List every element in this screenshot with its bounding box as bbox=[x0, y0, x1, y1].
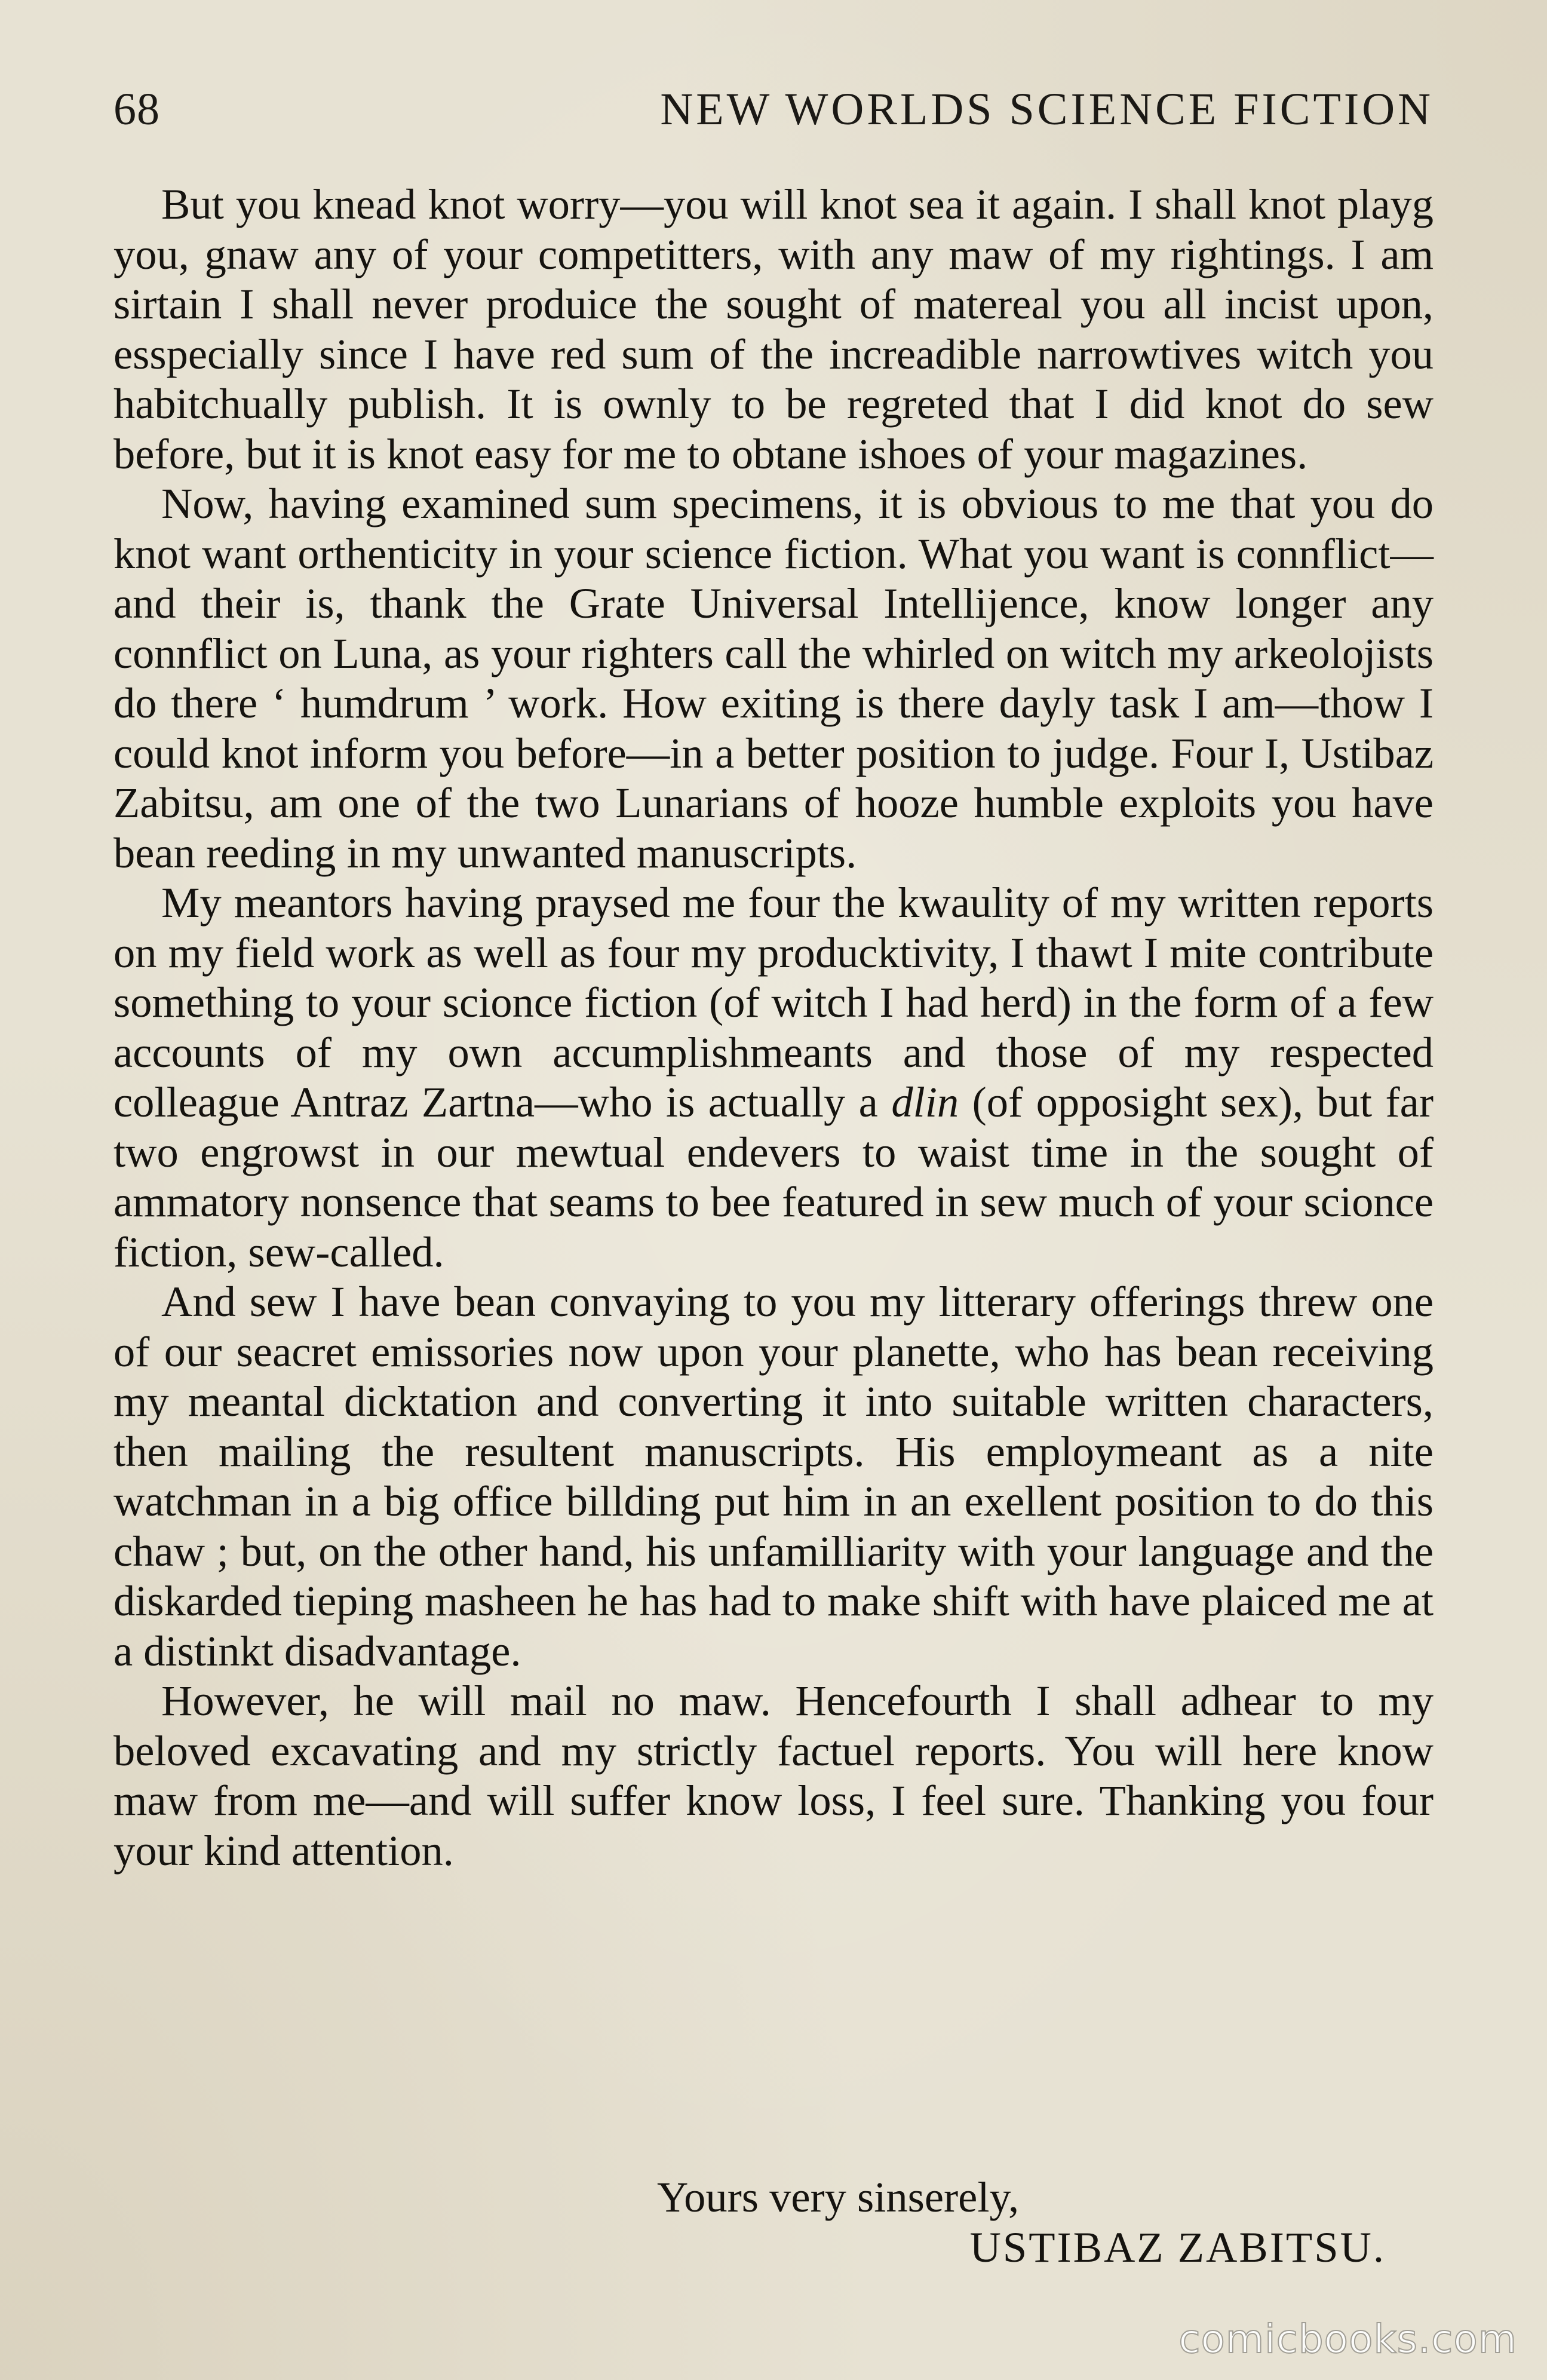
italic-word: dlin bbox=[891, 1078, 959, 1126]
journal-title: NEW WORLDS SCIENCE FICTION bbox=[660, 84, 1434, 134]
paragraph-2: Now, having examined sum specimens, it is obvious to me that you do knot want orthenticity in your science fiction. What you want is connflict—and their is, thank the Grate Universal Intellijence, know longer any connflict on Luna, as your righters call the whirled on witch my arkeolojists do there ‘ humdrum ’ work. How exiting is there dayly task I am—thow I could knot inform you before—in a better position to judge. Four I, Ustibaz Zabitsu, am one of the two Lunarians of hooze humble exploits you have bean reeding in my unwanted manuscripts. bbox=[113, 479, 1434, 877]
paragraph-1: But you knead knot worry—you will knot sea it again. I shall knot playg you, gnaw any of your competitters, with any maw of my rightings. I am sirtain I shall never produice the sought of matereal you all incist upon, esspecially since I have red sum of the increadible narrowtives witch you habitchually publish. It is ownly to be regreted that I did knot do sew before, but it is knot easy for me to obtane ishoes of your magazines. bbox=[113, 180, 1434, 478]
signature: USTIBAZ ZABITSU. bbox=[969, 2222, 1386, 2271]
paragraph-5: However, he will mail no maw. Hencefourth I shall adhear to my beloved excavating and my strictly factuel reports. You will here know maw from me—and will suffer know loss, I feel sure. Thanking you four your kind attention. bbox=[113, 1676, 1434, 1875]
paragraph-4: And sew I have bean convaying to you my litterary offerings threw one of our seacret emissories now upon your planette, who has bean receiving my meantal dicktation and converting it into suitable written characters, then mailing the resultent manuscripts. His employmeant as a nite watchman in a big office billding put him in an exellent position to do this chaw ; but, on the other hand, his unfamilliarity with your language and the diskarded tieping masheen he has had to make shift with have plaiced me at a distinkt disadvantage. bbox=[113, 1277, 1434, 1675]
running-head bbox=[113, 84, 1434, 143]
site-watermark: comicbooks.com bbox=[1178, 2316, 1517, 2362]
letter-closing bbox=[113, 2172, 1434, 2272]
paragraph-3-text: My meantors having praysed me four the kwaulity of my written reports on my field work as well as four my producktivity, I thawt I mite contribute something to your scionce fiction (of witch I had herd) in the form of a few accounts of my own accumplishmeants and those of my respected colleague Antraz Zartna—who is actually a dlin (of opposight sex), but far two engrowst in our mewtual endevers to waist time in the sought of ammatory nonsence that seams to bee featured in sew much of your scionce fiction, sew-called. bbox=[113, 878, 1434, 1276]
salutation: Yours very sinserely, bbox=[657, 2173, 1020, 2221]
page-number: 68 bbox=[113, 84, 160, 134]
letter-body bbox=[113, 179, 1434, 1875]
paragraph-3 bbox=[113, 878, 1434, 1277]
